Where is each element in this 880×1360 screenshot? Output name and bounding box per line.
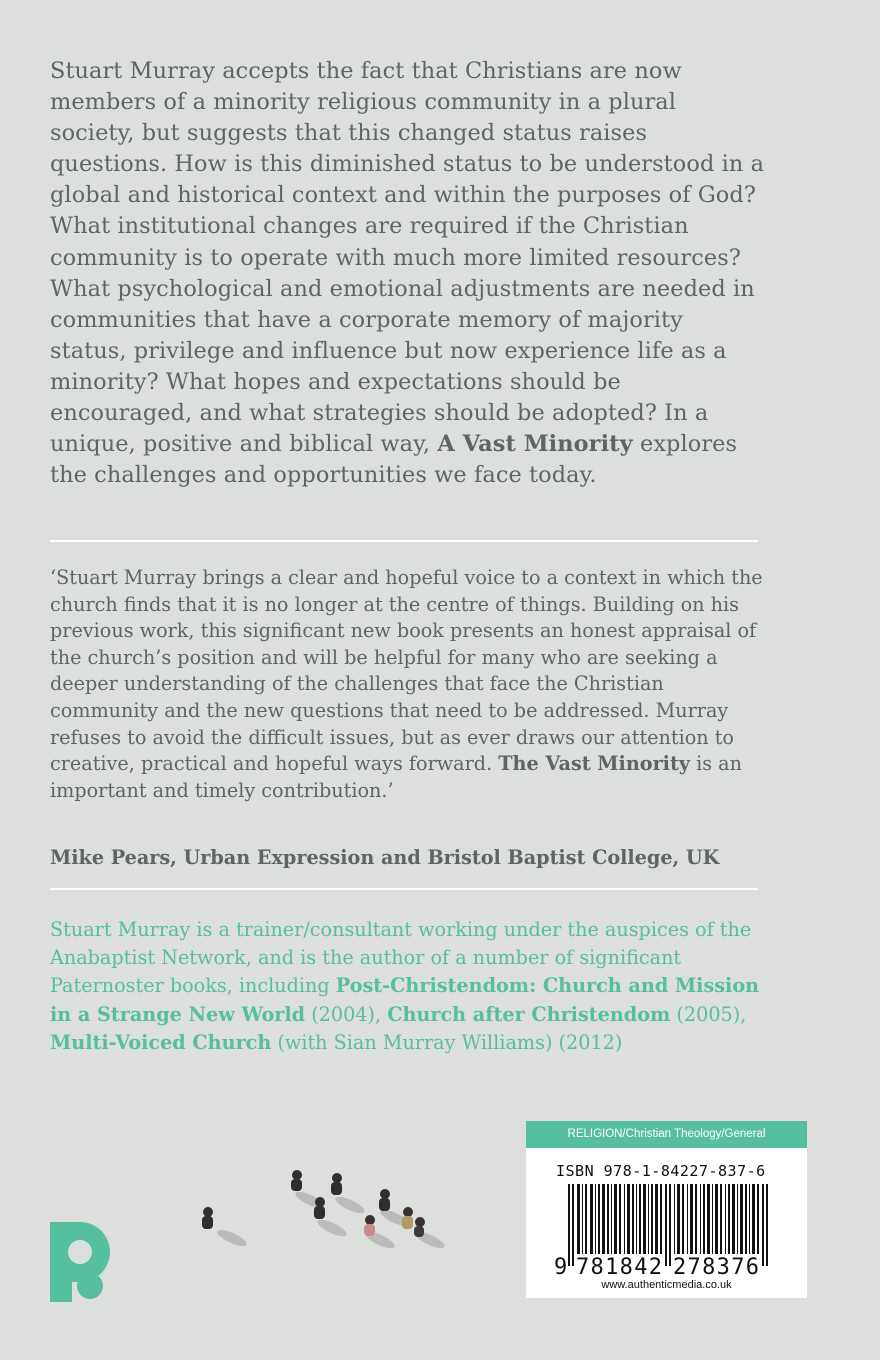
endorsement-attribution: Mike Pears, Urban Expression and Bristol Baptist College, UK (50, 846, 720, 869)
barcode-digits-left: 781842 (576, 1255, 662, 1276)
barcode-digits-right: 278376 (673, 1255, 759, 1276)
author-bio (50, 916, 770, 1057)
bio-text-1: Stuart Murray is a trainer/consultant working under the auspices of the Anabaptist Network, and is the author of a number of significant Paternoster books, including (50, 918, 752, 998)
blurb-text-start: Stuart Murray accepts the fact that Christians are now members of a minority religious community in a plural society, but suggests that this changed status raises questions. How is this diminished status to be understood in a global and historical context and within the purposes of God? What institutional changes are required if the Christian community is to operate with much more limited resources? What psychological and emotional adjustments are needed in communities that have a corporate memory of majority status, privilege and influence but now experience life as a minority? What hopes and expectations should be encouraged, and what strategies should be adopted? In a unique, positive and biblical way, (50, 58, 765, 458)
bio-text-4: (with Sian Murray Williams) (2012) (271, 1030, 623, 1054)
blurb-book-title: A Vast Minority (437, 431, 633, 458)
quote-text-start: ‘Stuart Murray brings a clear and hopeful voice to a context in which the church finds that it is no longer at the centre of things. Building on his previous work, this significant new book presents an honest appraisal of the church’s position and will be helpful for many who are seeking a deeper understanding of the challenges that face the Christian community and the new questions that need to be addressed. Murray refuses to avoid the difficult issues, but as ever draws our attention to creative, practical and hopeful ways forward. (50, 566, 763, 776)
paternoster-logo-icon (50, 1222, 110, 1302)
quote-text-end: is an important and timely contribution.’ (50, 752, 742, 802)
isbn-barcode-panel (526, 1148, 807, 1298)
bio-text-3: (2005), (670, 1002, 747, 1026)
bio-book-2: Church after Christendom (387, 1002, 671, 1026)
bio-book-3: Multi-Voiced Church (50, 1030, 272, 1054)
divider-rule (50, 540, 758, 542)
barcode-icon (554, 1184, 784, 1276)
bio-text-2: (2004), (305, 1002, 388, 1026)
isbn-number: ISBN 978-1-84227-837-6 (556, 1162, 766, 1180)
people-walking-illustration (190, 1160, 460, 1260)
category-label: RELIGION/Christian Theology/General (526, 1121, 807, 1148)
bio-book-1: Post-Christendom: Church and Mission in a Strange New World (50, 974, 760, 1026)
back-cover-blurb (50, 56, 765, 491)
divider-rule (50, 888, 758, 890)
barcode-digit-first: 9 (554, 1255, 568, 1276)
publisher-url: www.authenticmedia.co.uk (601, 1279, 732, 1291)
quote-book-title: The Vast Minority (498, 752, 690, 776)
blurb-text-end: explores the challenges and opportunities we face today. (50, 431, 738, 489)
endorsement-quote (50, 565, 770, 804)
